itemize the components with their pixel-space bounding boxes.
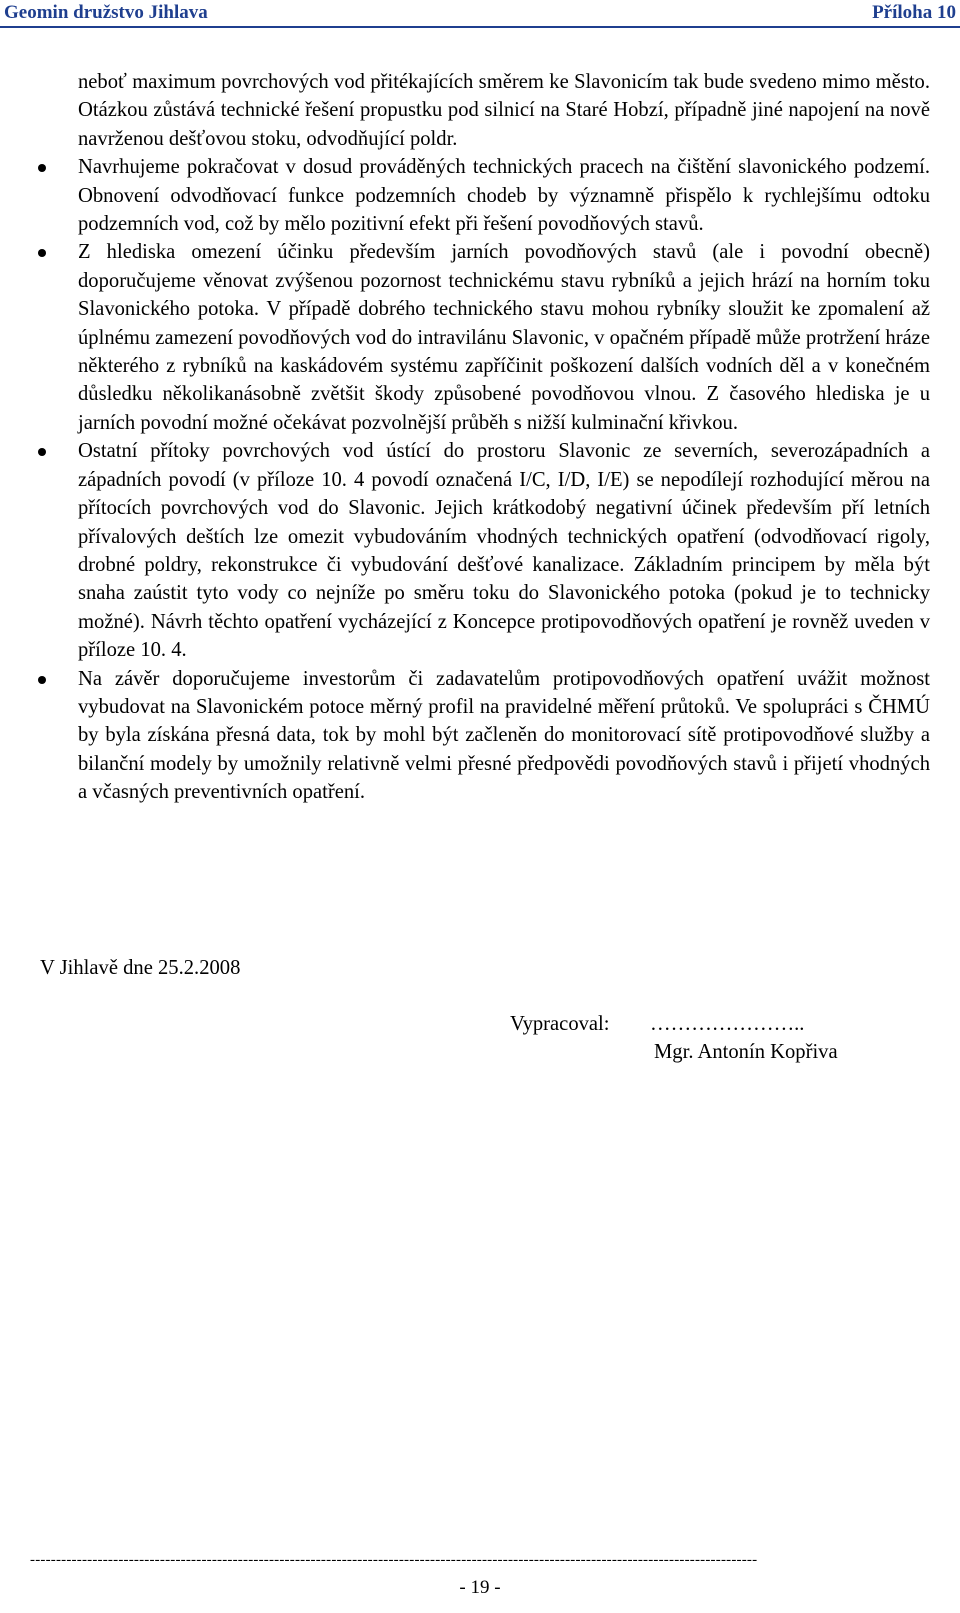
bullet-icon bbox=[38, 249, 46, 257]
date-line: V Jihlavě dne 25.2.2008 bbox=[40, 957, 241, 979]
bullet-item-tributaries bbox=[78, 437, 930, 664]
bullet-item-measuring-profile bbox=[78, 665, 930, 807]
page-number: - 19 - bbox=[459, 1577, 501, 1598]
continuation-paragraph: neboť maximum povrchových vod přitékajících směrem ke Slavonicím tak bude svedeno mimo město. Otázkou zůstává technické řešení propustku pod silnicí na Staré Hobzí, případně jiné napojení na nově navrženou dešťovou stoku, odvodňující poldr. bbox=[78, 71, 930, 150]
signature-dots: ………………….. bbox=[650, 1013, 805, 1035]
signature-row bbox=[510, 1010, 838, 1038]
header-company: Geomin družstvo Jihlava bbox=[4, 2, 208, 23]
bullet-icon bbox=[38, 164, 46, 172]
footer-dashed-rule: -------------------------------------------------------------------------------------------------------------------------------------------- bbox=[30, 1552, 758, 1568]
bullet-item-underground bbox=[78, 153, 930, 238]
bullet-text: Na závěr doporučujeme investorům či zadavatelům protipovodňových opatření uvážit možnost vybudovat na Slavonickém potoce měrný profil na pravidelné měření průtoků. Ve spolupráci s ČHMÚ by byla získána přesná data, tok by mohl být začleněn do monitorovací sítě protipovodňové služby a bilanční modely by umožnily relativně velmi přesné předpovědi povodňových stavů i přijetí vhodných a včasných preventivních opatření. bbox=[78, 667, 930, 804]
bullet-text: Z hlediska omezení účinku především jarních povodňových stavů (ale i povodní obecně) doporučujeme věnovat zvýšenou pozornost technickému stavu rybníků a jejich hrází na horním toku Slavonického potoka. V případě dobrého technického stavu mohou rybníky sloužit ke zpomalení až úplnému zamezení povodňových vod do intravilánu Slavonic, v opačném případě může protržení hráze některého z rybníků na kaskádovém systému zapříčinit poškození dalších vodních děl a v konečném důsledku několikanásobně zvětšit škody způsobené povodňovou vlnou. Z časového hlediska je u jarních povodní možné očekávat pozvolnější průběh s nižší kulminační křivkou. bbox=[78, 241, 930, 434]
bullet-item-ponds bbox=[78, 238, 930, 437]
document-body bbox=[78, 68, 930, 807]
signature-name: Mgr. Antonín Kopřiva bbox=[654, 1041, 838, 1063]
signature-label: Vypracoval: bbox=[510, 1013, 610, 1035]
header-appendix: Příloha 10 bbox=[872, 2, 956, 23]
header-rule bbox=[0, 26, 960, 28]
bullet-icon bbox=[38, 448, 46, 456]
bullet-icon bbox=[38, 676, 46, 684]
page-header bbox=[0, 0, 960, 30]
bullet-text: Ostatní přítoky povrchových vod ústící do prostoru Slavonic ze severních, severozápadních a západních povodí (v příloze 10. 4 povodí označená I/C, I/D, I/E) se nepodílejí rozhodující měrou na přítocích povrchových vod do Slavonic. Jejich krátkodobý negativní účinek především pří letních přívalových deštích lze omezit vybudováním vhodných technických opatření (odvodňovací rigoly, drobné poldry, rekonstrukce či vybudování dešťové kanalizace. Základním principem by měla být snaha zaústit tyto vody co nejníže po směru toku do Slavonického potoka (pokud je to technicky možné). Návrh těchto opatření vycházející z Koncepce protipovodňových opatření je rovněž uveden v příloze 10. 4. bbox=[78, 440, 930, 662]
signature-block bbox=[510, 1010, 838, 1066]
bullet-text: Navrhujeme pokračovat v dosud prováděných technických pracech na čištění slavonického podzemí. Obnovení odvodňovací funkce podzemních chodeb by významně přispělo k rychlejšímu odtoku podzemních vod, což by mělo pozitivní efekt při řešení povodňových stavů. bbox=[78, 156, 930, 236]
